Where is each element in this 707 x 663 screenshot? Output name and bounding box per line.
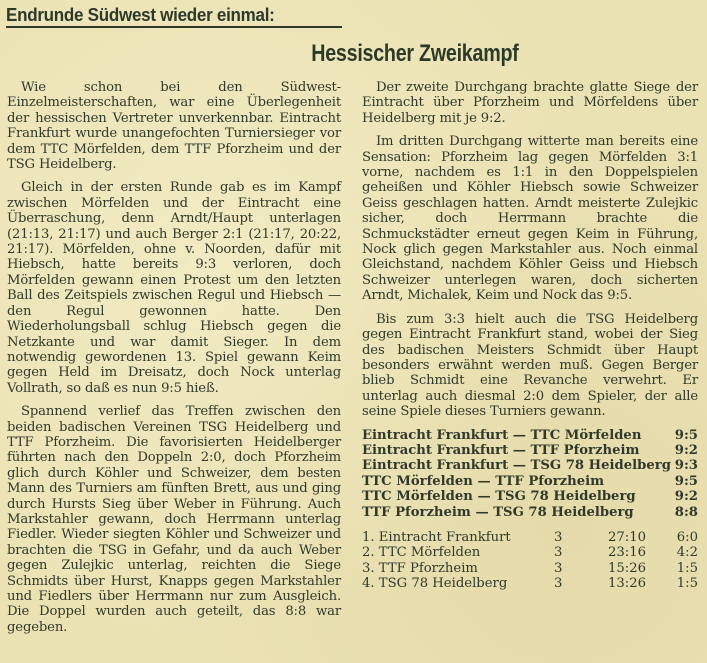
- result-match: Eintracht Frankfurt — TTC Mörfelden: [362, 427, 642, 443]
- standings-games: 3: [554, 560, 563, 576]
- right-column: [362, 80, 698, 592]
- result-match: TTC Mörfelden — TTF Pforzheim: [362, 473, 605, 489]
- paragraph: Im dritten Durchgang witterte man bereits eine Sensation: Pforzheim lag gegen Mörfelden 3:1 vorne, nachdem es 1:1 in den Doppelspielen geheißen und Köhler Hiebsch sowie Schweizer Geiss geschlagen hatten. Arndt meisterte Zulejkic sicher, doch Herrmann brachte die Schmuckstädter erneut gegen Keim in Führung, Nock glich gegen Markstahler aus. Noch einmal Gleichstand, nachdem Köhler Geiss und Hiebsch Schweizer unterlegen waren, doch sicherten Arndt, Michalek, Keim und Nock das 9:5.: [362, 134, 698, 304]
- paragraph: Gleich in der ersten Runde gab es im Kampf zwischen Mörfelden und der Eintracht eine Überraschung, denn Arndt/Haupt unterlagen (21:13, 21:17) und auch Berger 2:1 (21:17, 20:22, 21:17). Mörfelden, ohne v. Noorden, dafür mit Hiebsch, hatte bereits 9:3 verloren, doch Mörfelden gewann einen Protest um den letzten Ball des Zeitspiels zwischen Regul und Hiebsch — den Regul gewonnen hatte. Den Wiederholungsball schlug Hiebsch gegen die Netzkante und war damit Sieger. In dem notwendig gewordenen 13. Spiel gewann Keim gegen Held im Dreisatz, doch Nock unterlag Vollrath, so daß es nun 9:5 hieß.: [7, 180, 341, 396]
- result-match: Eintracht Frankfurt — TSG 78 Heidelberg: [362, 458, 671, 474]
- standings-team: 2. TTC Mörfelden: [362, 545, 481, 561]
- result-score: 9:5: [674, 427, 698, 443]
- standings-points: 1:5: [676, 576, 698, 592]
- result-row: [362, 474, 698, 489]
- result-score: 8:8: [674, 504, 698, 520]
- standings-row: [362, 530, 698, 545]
- left-column: [7, 80, 341, 643]
- kicker-heading: Endrunde Südwest wieder einmal:: [6, 4, 275, 25]
- standings-team: 3. TTF Pforzheim: [362, 560, 478, 576]
- standings-points: 1:5: [676, 560, 698, 576]
- standings-games: 3: [554, 576, 563, 592]
- standings-balls: 27:10: [607, 529, 646, 545]
- result-row: [362, 443, 698, 458]
- standings-row: [362, 545, 698, 560]
- result-match: Eintracht Frankfurt — TTF Pforzheim: [362, 442, 640, 458]
- kicker-underline: [6, 26, 342, 28]
- result-score: 9:3: [674, 458, 698, 474]
- result-row: [362, 505, 698, 520]
- paragraph: Bis zum 3:3 hielt auch die TSG Heidelberg gegen Eintracht Frankfurt stand, wobei der Sieg des badischen Meisters Schmidt über Haupt besonders erwähnt werden muß. Gegen Berger blieb Schmidt eine Revanche verwehrt. Er unterlag auch diesmal 2:0 dem Spieler, der alle seine Spiele dieses Turniers gewann.: [362, 311, 698, 420]
- paragraph: Der zweite Durchgang brachte glatte Siege der Eintracht über Pforzheim und Mörfeldens über Heidelberg mit je 9:2.: [362, 80, 698, 126]
- result-match: TTC Mörfelden — TSG 78 Heidelberg: [362, 489, 636, 505]
- standings-team: 4. TSG 78 Heidelberg: [362, 576, 508, 592]
- paragraph: Spannend verlief das Treffen zwischen den beiden badischen Vereinen TSG Heidelberg und TTF Pforzheim. Die favorisierten Heidelberger führten nach den Doppeln 2:0, doch Pforzheim glich durch Köhler und Schweizer, dem besten Mann des Turniers am fünften Brett, aus und ging durch Hursts Sieg über Weber in Führung. Auch Markstahler gewann, doch Herrmann unterlag Fiedler. Wieder siegten Köhler und Schweizer und brachten die TSG in Gefahr, und da auch Weber gegen Zulejkic unterlag, reichten die Siege Schmidts über Hurst, Knapps gegen Markstahler und Fiedlers über Herrmann nur zum Ausgleich. Die Doppel wurden auch geteilt, das 8:8 war gegeben.: [7, 404, 341, 635]
- results-list: [362, 428, 698, 520]
- standings-balls: 15:26: [607, 560, 646, 576]
- headline: [0, 40, 707, 68]
- standings-points: 6:0: [676, 529, 698, 545]
- result-score: 9:2: [674, 489, 698, 505]
- result-score: 9:5: [674, 473, 698, 489]
- result-row: [362, 489, 698, 504]
- standings-table: [362, 530, 698, 592]
- standings-points: 4:2: [676, 545, 698, 561]
- standings-row: [362, 576, 698, 591]
- standings-games: 3: [554, 529, 563, 545]
- result-match: TTF Pforzheim — TSG 78 Heidelberg: [362, 504, 634, 520]
- result-row: [362, 428, 698, 443]
- standings-team: 1. Eintracht Frankfurt: [362, 529, 511, 545]
- headline-text: Hessischer Zweikampf: [311, 40, 519, 67]
- result-row: [362, 458, 698, 473]
- standings-balls: 13:26: [607, 576, 646, 592]
- paragraph: Wie schon bei den Südwest-Einzelmeisterschaften, war eine Überlegenheit der hessischen Vertreter unverkennbar. Eintracht Frankfurt wurde unangefochten Turniersieger vor dem TTC Mörfelden, dem TTF Pforzheim und der TSG Heidelberg.: [7, 80, 341, 173]
- result-score: 9:2: [674, 442, 698, 458]
- standings-balls: 23:16: [607, 545, 646, 561]
- standings-row: [362, 561, 698, 576]
- standings-games: 3: [554, 545, 563, 561]
